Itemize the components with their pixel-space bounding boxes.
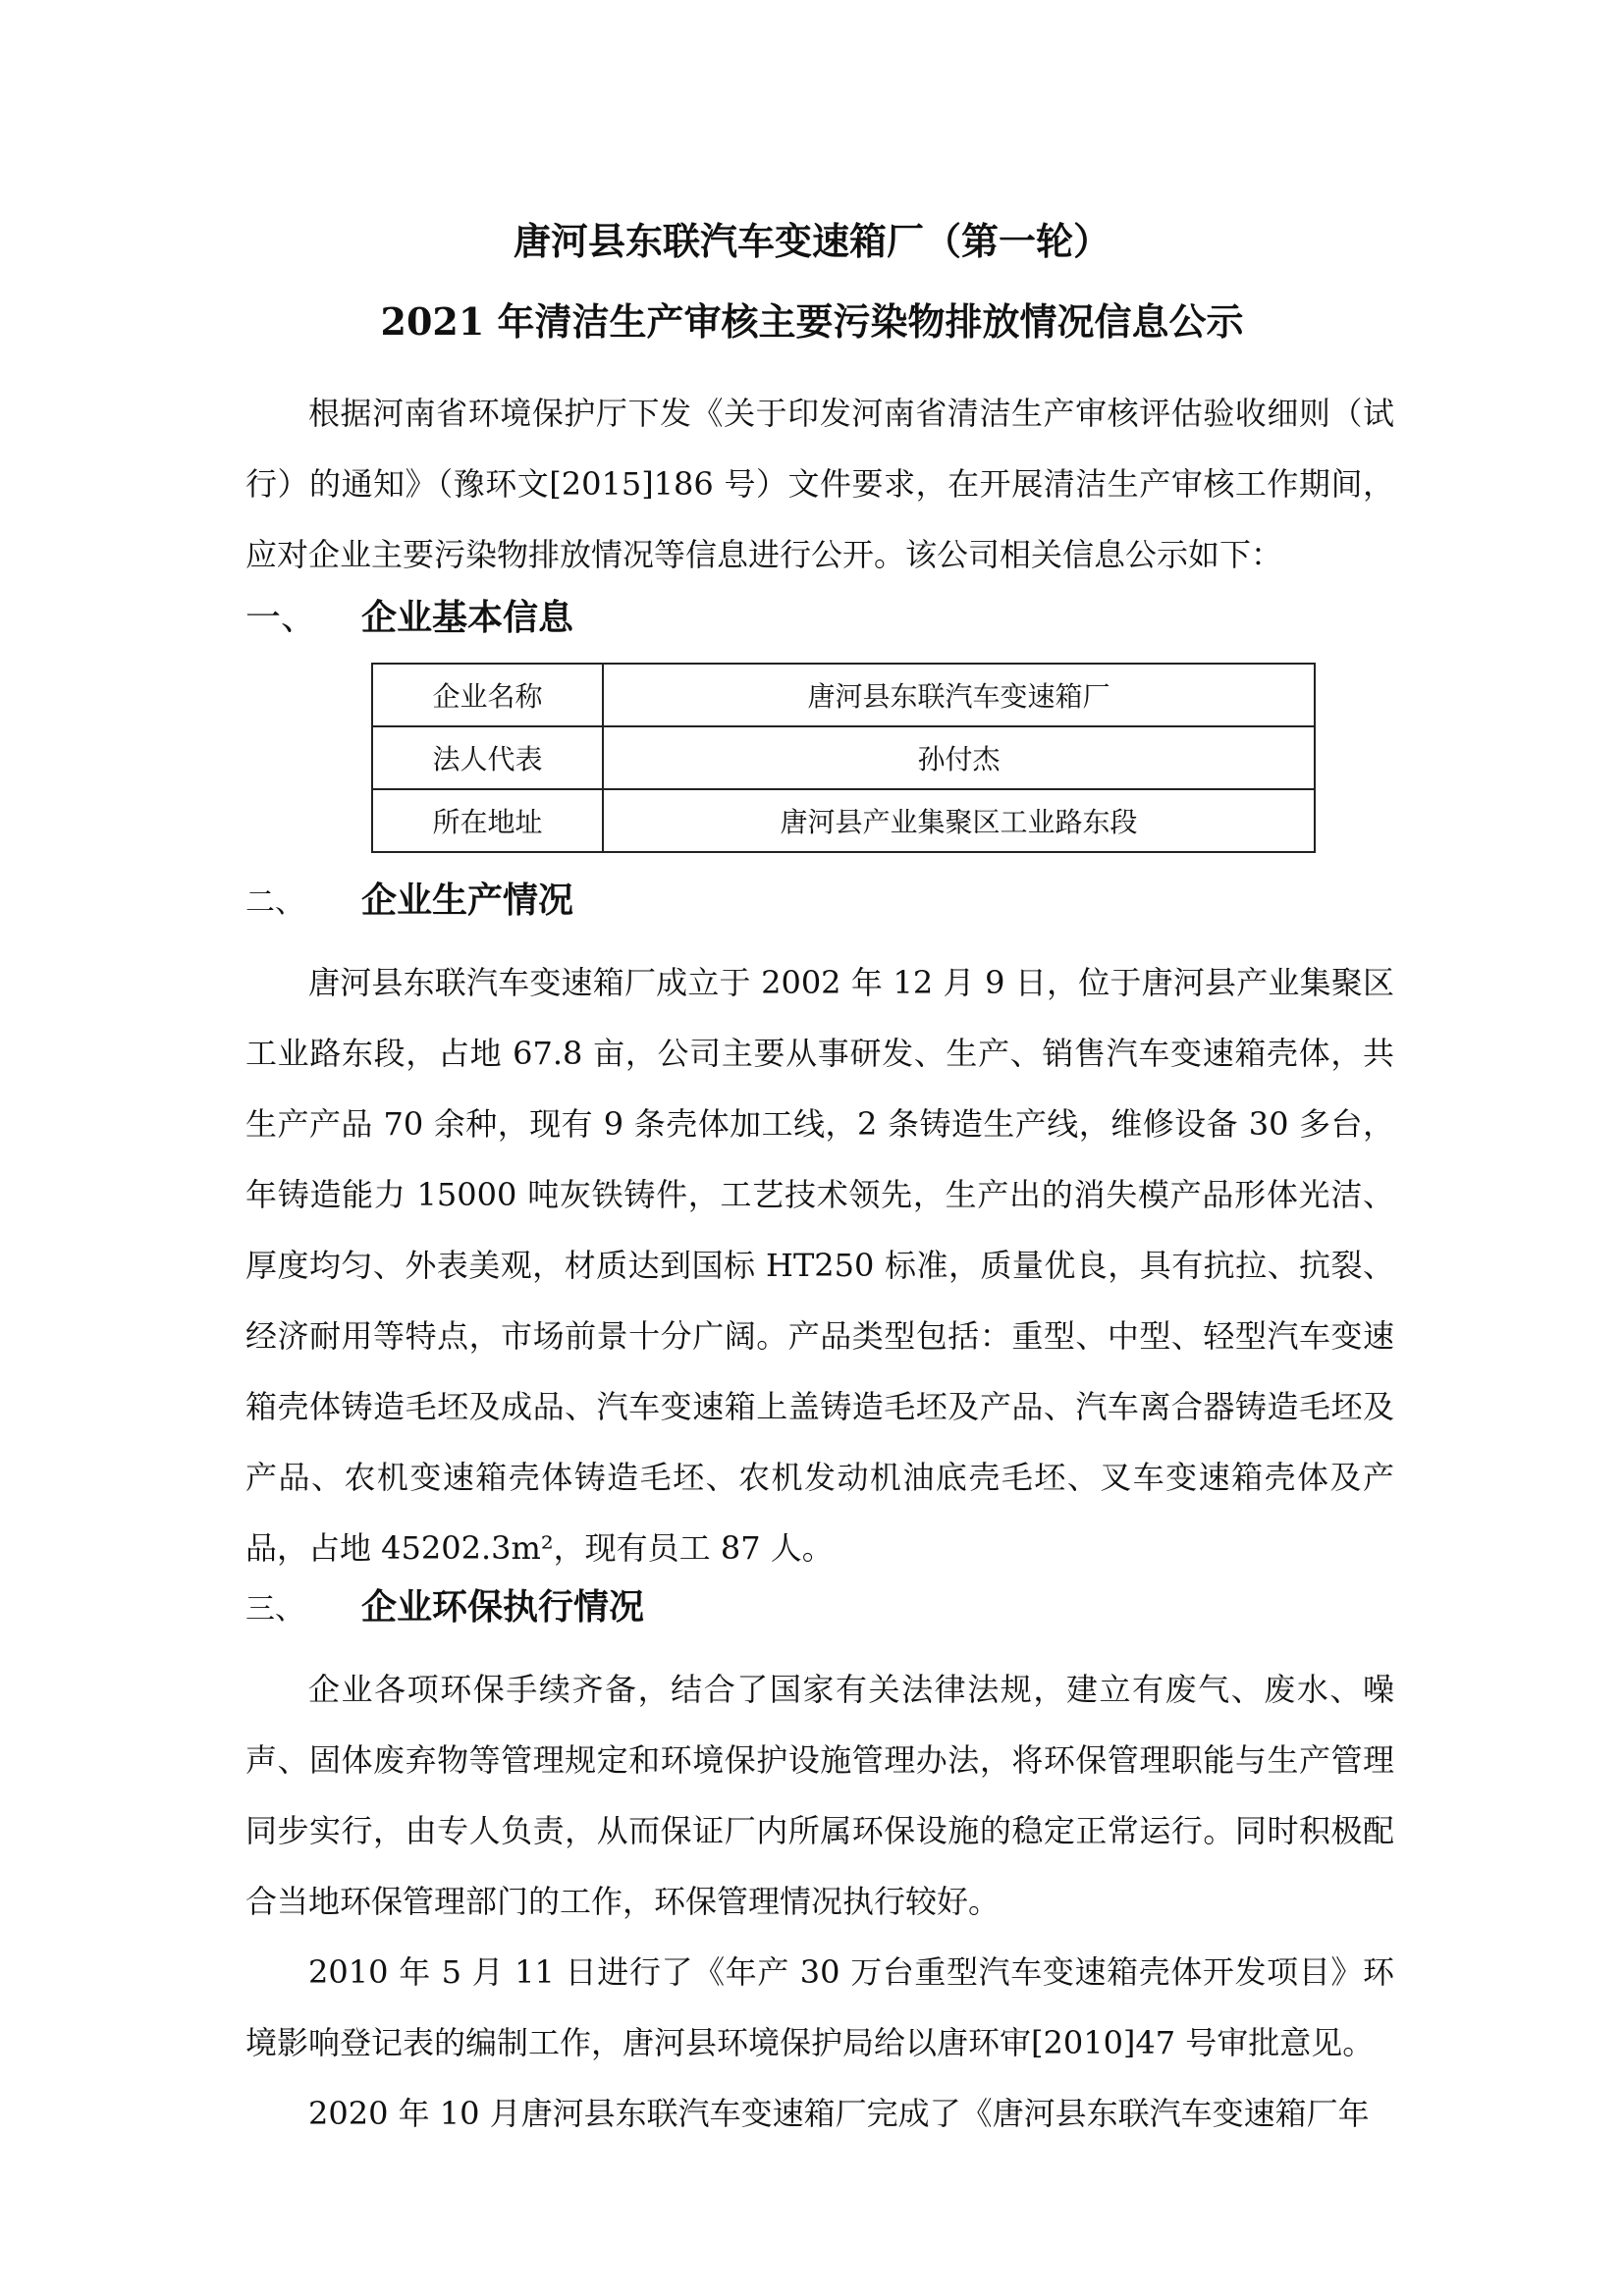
table-cell-value: 孙付杰 xyxy=(603,726,1315,789)
section-heading-production xyxy=(245,877,573,927)
document-title-line2: 2021 年清洁生产审核主要污染物排放情况信息公示 xyxy=(380,299,1244,344)
environment-paragraph-3: 2020 年 10 月唐河县东联汽车变速箱厂完成了《唐河县东联汽车变速箱厂年 xyxy=(308,2095,1370,2132)
table-row xyxy=(372,664,1315,726)
basic-info-table xyxy=(371,663,1316,853)
section-title: 企业生产情况 xyxy=(361,880,574,921)
section-title: 企业环保执行情况 xyxy=(361,1586,645,1628)
table-cell-value: 唐河县产业集聚区工业路东段 xyxy=(603,789,1315,852)
production-paragraph: 唐河县东联汽车变速箱厂成立于 2002 年 12 月 9 日，位于唐河县产业集聚区工业路东段，占地 67.8 亩，公司主要从事研发、生产、销售汽车变速箱壳体，共生产产品 70 余种，现有 9 条壳体加工线，2 条铸造生产线，维修设备 30 多台，年铸造能力 15000 吨灰铁铸件，工艺技术领先，生产出的消失模产品形体光洁、厚度均匀、外表美观，材质达到国标 HT250 标准，质量优良，具有抗拉、抗裂、经济耐用等特点，市场前景十分广阔。产品类型包括：重型、中型、轻型汽车变速箱壳体铸造毛坯及成品、汽车变速箱上盖铸造毛坯及产品、汽车离合器铸造毛坯及产品、农机变速箱壳体铸造毛坯、农机发动机油底壳毛坯、叉车变速箱壳体及产品，占地 45202.3m²，现有员工 87 人。 xyxy=(245,964,1394,1567)
section-number: 三、 xyxy=(245,1592,304,1627)
section-heading-basic-info xyxy=(245,594,573,642)
table-row xyxy=(372,789,1315,852)
section-number: 一、 xyxy=(245,598,317,638)
table-cell-value: 唐河县东联汽车变速箱厂 xyxy=(603,664,1315,726)
table-row xyxy=(372,726,1315,789)
section-number: 二、 xyxy=(245,885,304,920)
table-cell-label: 企业名称 xyxy=(372,664,603,726)
document-title-line1: 唐河县东联汽车变速箱厂（第一轮） xyxy=(513,219,1110,263)
environment-paragraph-2: 2010 年 5 月 11 日进行了《年产 30 万台重型汽车变速箱壳体开发项目》环境影响登记表的编制工作，唐河县环境保护局给以唐环审[2010]47 号审批意见。 xyxy=(245,1953,1394,2061)
section-heading-environment xyxy=(245,1583,644,1633)
intro-paragraph: 根据河南省环境保护厅下发《关于印发河南省清洁生产审核评估验收细则（试行）的通知》（豫环文[2015]186 号）文件要求，在开展清洁生产审核工作期间，应对企业主要污染物排放情况等信息进行公开。该公司相关信息公示如下： xyxy=(245,395,1394,573)
table-cell-label: 所在地址 xyxy=(372,789,603,852)
table-cell-label: 法人代表 xyxy=(372,726,603,789)
section-title: 企业基本信息 xyxy=(361,597,574,638)
environment-paragraph-1: 企业各项环保手续齐备，结合了国家有关法律法规，建立有废气、废水、噪声、固体废弃物等管理规定和环境保护设施管理办法，将环保管理职能与生产管理同步实行，由专人负责，从而保证厂内所属环保设施的稳定正常运行。同时积极配合当地环保管理部门的工作，环保管理情况执行较好。 xyxy=(245,1671,1394,1920)
